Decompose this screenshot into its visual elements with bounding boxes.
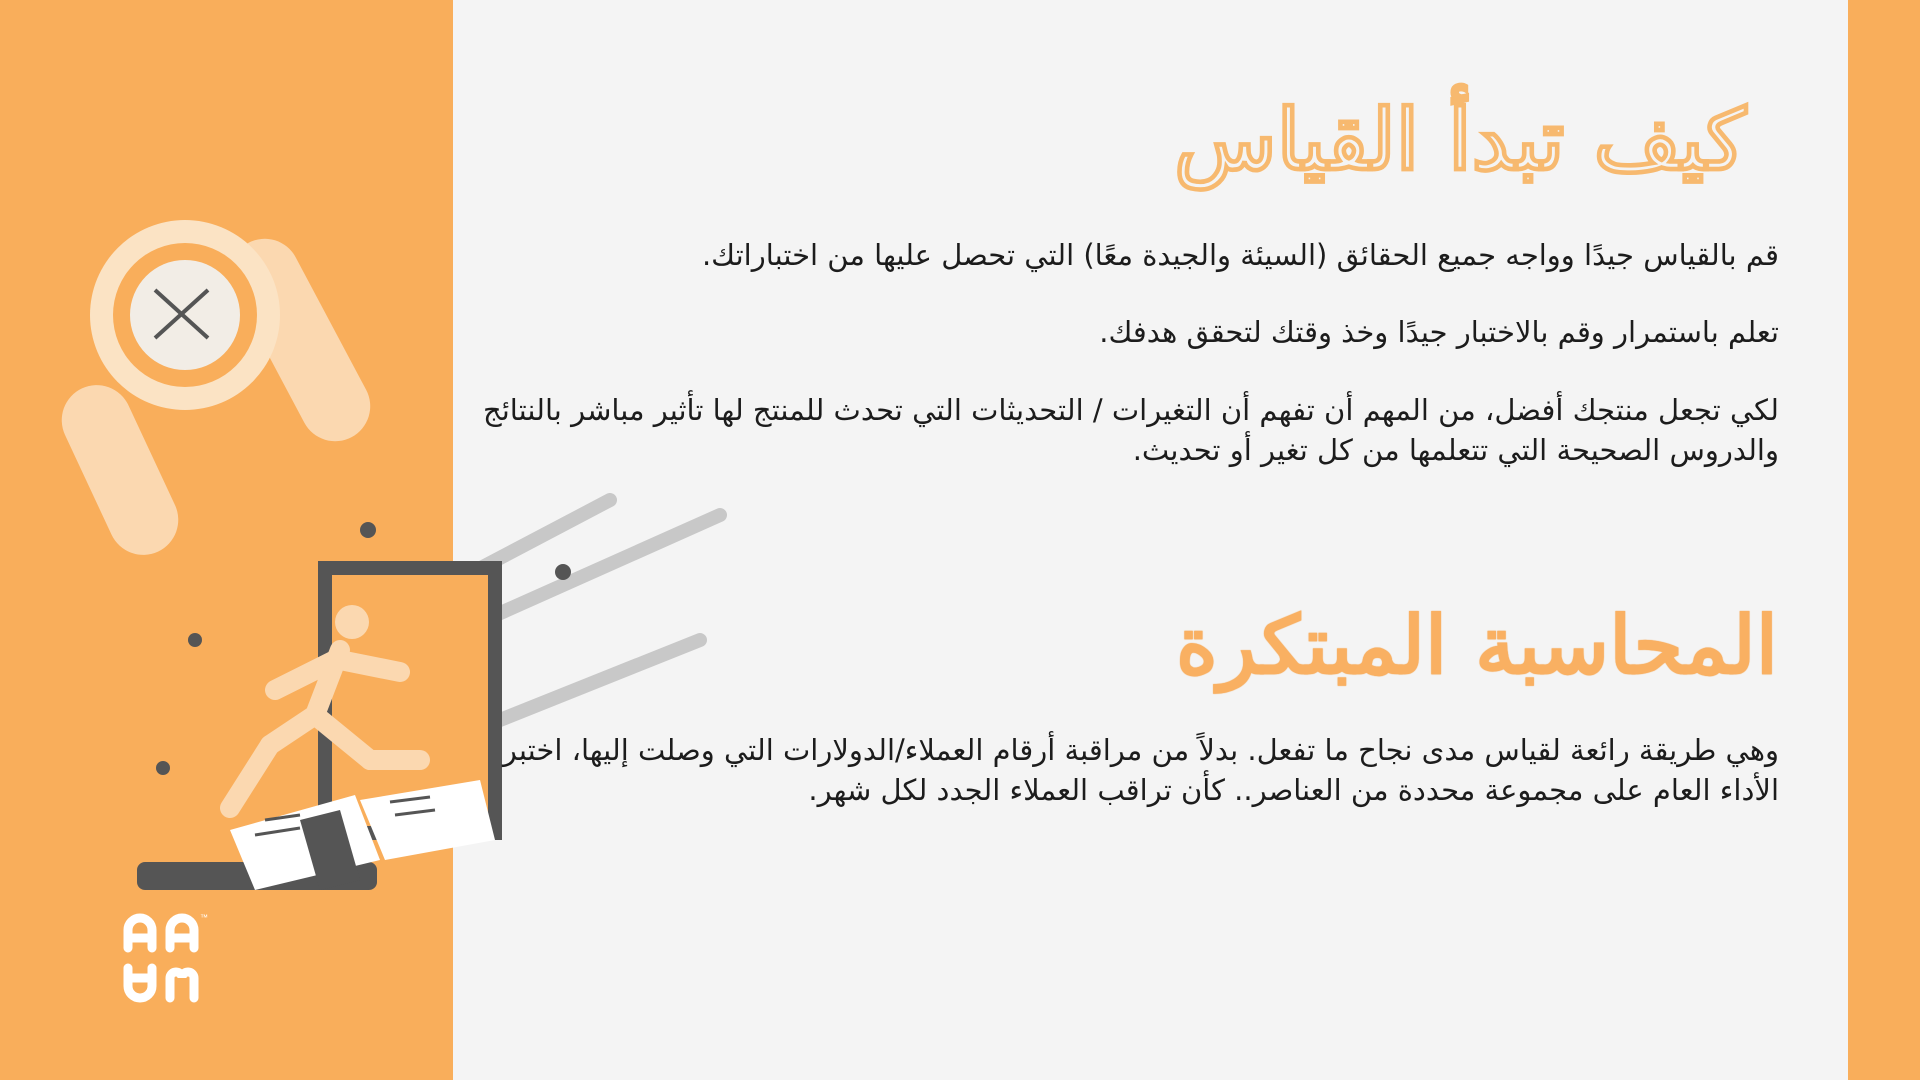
decorative-illustration [0,0,760,1080]
floor-strip [137,780,495,890]
svg-text:™: ™ [200,913,208,922]
heading-how-to-start-measuring: كيف تبدأ القياس [1174,90,1746,189]
heading-innovative-accounting: المحاسبة المبتكرة [1175,598,1778,692]
paragraph-improve-product: لكي تجعل منتجك أفضل، من المهم أن تفهم أن التغيرات / التحديثات التي تحدث للمنتج لها تأثير مباشر بالنتائج والدروس الصحيحة التي تتعلمها من كل تغير أو تحديث. [482,393,1779,467]
right-orange-strip [1848,0,1920,1080]
paragraph-measure-well: قم بالقياس جيدًا وواجه جميع الحقائق (السيئة والجيدة معًا) التي تحصل عليها من اختباراتك. [701,238,1779,272]
paragraph-keep-learning: تعلم باستمرار وقم بالاختبار جيدًا وخذ وقتك لتحقق هدفك. [1099,315,1779,349]
close-icon [90,220,280,410]
brand-logo [120,908,220,1008]
paragraph-innovative-accounting: وهي طريقة رائعة لقياس مدى نجاح ما تفعل. بدلاً من مراقبة أرقام العملاء/الدولارات التي وصلت إليها، اختبر الأداء العام على مجموعة محددة من العناصر.. كأن تراقب العملاء الجدد لكل شهر. [502,733,1779,807]
